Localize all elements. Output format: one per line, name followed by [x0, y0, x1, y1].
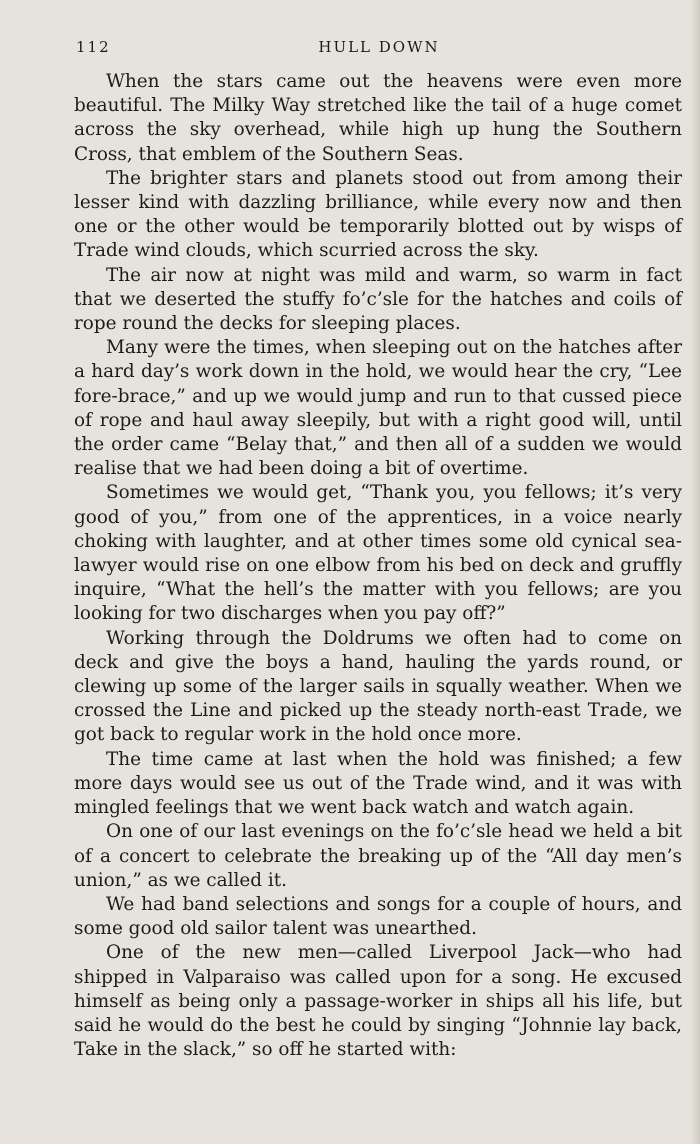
page-header	[76, 38, 682, 60]
body-text	[74, 70, 682, 1062]
page-number: 112	[76, 38, 111, 56]
paragraph-6: Working through the Doldrums we often had to come on deck and give the boys a hand, hauling the yards round, or clewing up some of the larger sails in squally weather. When we crossed the Line and picked up the steady north-east Trade, we got back to regular work in the hold once more.	[74, 627, 682, 746]
paragraph-2: The brighter stars and planets stood out from among their lesser kind with dazzling brilliance, while every now and then one or the other would be temporarily blotted out by wisps of Trade wind clouds, which scurried across the sky.	[74, 167, 682, 262]
paragraph-9: We had band selections and songs for a couple of hours, and some good old sailor talent was unearthed.	[74, 893, 682, 940]
paragraph-7: The time came at last when the hold was finished; a few more days would see us out of the Trade wind, and it was with mingled feelings that we went back watch and watch again.	[74, 748, 682, 819]
paragraph-1: When the stars came out the heavens were even more beautiful. The Milky Way stretched like the tail of a huge comet across the sky overhead, while high up hung the Southern Cross, that emblem of the Southern Seas.	[74, 71, 682, 165]
running-head: HULL DOWN	[318, 38, 440, 56]
paragraph-8: On one of our last evenings on the fo’c’sle head we held a bit of a concert to celebrate the breaking up of the “All day men’s union,” as we called it.	[74, 821, 682, 891]
paragraph-4: Many were the times, when sleeping out on the hatches after a hard day’s work down in the hold, we would hear the cry, “Lee fore-brace,” and up we would jump and run to that cussed piece of rope and haul away sleepily, but with a right good will, until the order came “Belay that,” and then all of a sudden we would realise that we had been doing a bit of overtime.	[74, 337, 682, 480]
page-edge	[690, 0, 700, 1144]
paragraph-10: One of the new men—called Liverpool Jack—who had shipped in Valparaiso was called upon for a song. He excused himself as being only a passage-worker in ships all his life, but said he would do the best he could by singing “Johnnie lay back, Take in the slack,” so off he started with:	[74, 942, 682, 1061]
paragraph-3: The air now at night was mild and warm, so warm in fact that we deserted the stuffy fo’c’sle for the hatches and coils of rope round the decks for sleeping places.	[74, 264, 682, 335]
paragraph-5: Sometimes we would get, “Thank you, you fellows; it’s very good of you,” from one of the apprentices, in a voice nearly choking with laughter, and at other times some old cynical sea-lawyer would rise on one elbow from his bed on deck and gruffly inquire, “What the hell’s the matter with you fellows; are you looking for two discharges when you pay off?”	[74, 482, 682, 625]
